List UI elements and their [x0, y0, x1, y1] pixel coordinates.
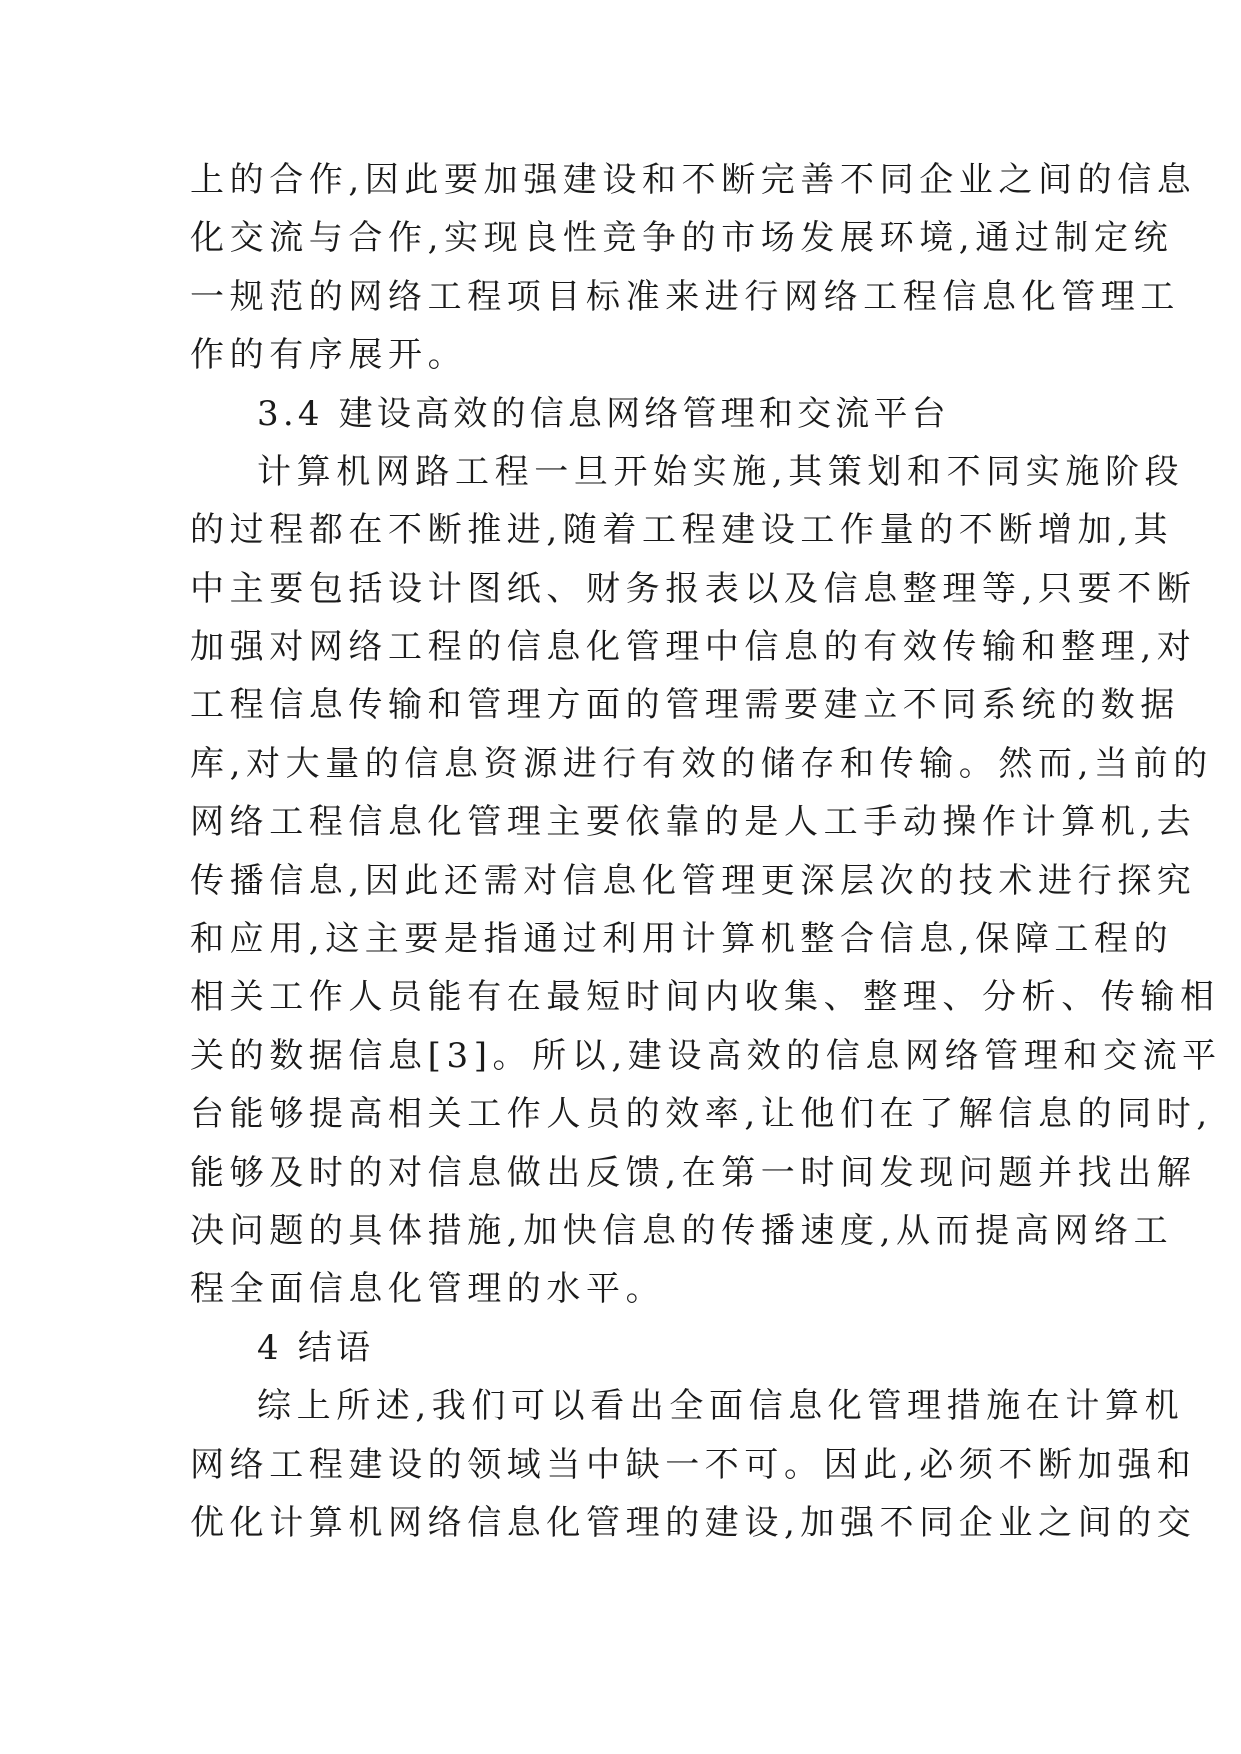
text-line: 库,对大量的信息资源进行有效的储存和传输。然而,当前的: [190, 744, 1213, 784]
text-line: 能够及时的对信息做出反馈,在第一时间发现问题并找出解: [190, 1153, 1197, 1193]
text-line: 传播信息,因此还需对信息化管理更深层次的技术进行探究: [190, 861, 1197, 901]
text-line: 上的合作,因此要加强建设和不断完善不同企业之间的信息: [190, 160, 1197, 200]
text-line: 和应用,这主要是指通过利用计算机整合信息,保障工程的: [190, 919, 1174, 959]
text-line: 作的有序展开。: [190, 335, 468, 375]
text-line: 优化计算机网络信息化管理的建设,加强不同企业之间的交: [190, 1503, 1197, 1543]
text-line: 程全面信息化管理的水平。: [190, 1269, 666, 1309]
text-line: 关的数据信息[3]。所以,建设高效的信息网络管理和交流平: [190, 1036, 1222, 1076]
text-line: 综上所述,我们可以看出全面信息化管理措施在计算机: [257, 1386, 1185, 1426]
text-line: 中主要包括设计图纸、财务报表以及信息整理等,只要不断: [190, 569, 1197, 609]
text-line: 计算机网路工程一旦开始实施,其策划和不同实施阶段: [257, 452, 1185, 492]
text-line: 一规范的网络工程项目标准来进行网络工程信息化管理工: [190, 277, 1180, 317]
section-heading: 4 结语: [257, 1328, 375, 1368]
text-line: 的过程都在不断推进,随着工程建设工作量的不断增加,其: [190, 510, 1174, 550]
text-line: 网络工程信息化管理主要依靠的是人工手动操作计算机,去: [190, 802, 1197, 842]
text-line: 网络工程建设的领域当中缺一不可。因此,必须不断加强和: [190, 1445, 1197, 1485]
text-line: 台能够提高相关工作人员的效率,让他们在了解信息的同时,: [190, 1094, 1213, 1134]
section-heading: 3.4 建设高效的信息网络管理和交流平台: [257, 394, 950, 434]
text-line: 工程信息传输和管理方面的管理需要建立不同系统的数据: [190, 685, 1180, 725]
text-line: 加强对网络工程的信息化管理中信息的有效传输和整理,对: [190, 627, 1197, 667]
text-line: 相关工作人员能有在最短时间内收集、整理、分析、传输相: [190, 977, 1220, 1017]
text-line: 化交流与合作,实现良性竞争的市场发展环境,通过制定统: [190, 218, 1174, 258]
text-line: 决问题的具体措施,加快信息的传播速度,从而提高网络工: [190, 1211, 1174, 1251]
